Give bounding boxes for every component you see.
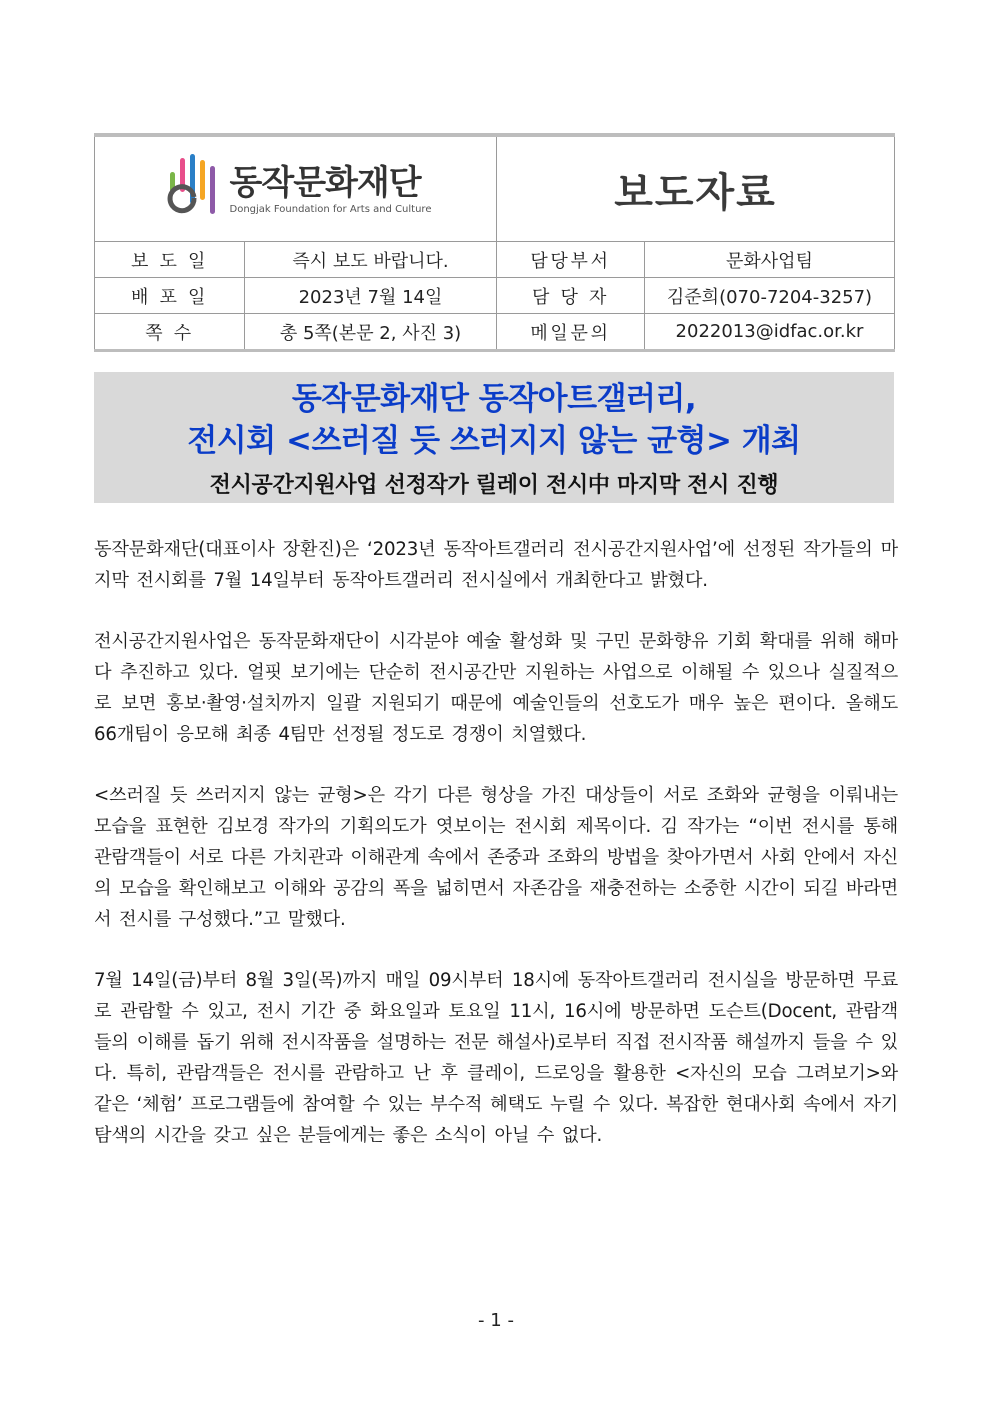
info-row xyxy=(95,278,895,314)
label-email: 메일문의 xyxy=(497,314,645,351)
article-body xyxy=(94,534,898,1181)
info-row xyxy=(95,242,895,278)
headline-line-2: 전시회 <쓰러질 듯 쓰러지지 않는 균형> 개최 xyxy=(187,423,801,459)
foundation-name: 동작문화재단 xyxy=(229,162,421,203)
paragraph: 동작문화재단(대표이사 장환진)은 ‘2023년 동작아트갤러리 전시공간지원사업’에 선정된 작가들의 마지막 전시회를 7월 14일부터 동작아트갤러리 전시실에서 개최한다고 밝혔다. xyxy=(94,539,898,591)
doc-type-title: 보도자료 xyxy=(614,169,777,216)
value-distribution-date: 2023년 7월 14일 xyxy=(245,278,497,314)
value-department: 문화사업팀 xyxy=(645,242,895,278)
headline-line-1: 동작문화재단 동작아트갤러리, xyxy=(291,381,697,417)
label-page-count: 쪽 수 xyxy=(95,314,245,351)
label-contact-person: 담 당 자 xyxy=(497,278,645,314)
paragraph: <쓰러질 듯 쓰러지지 않는 균형>은 각기 다른 형상을 가진 대상들이 서로 조화와 균형을 이뤄내는 모습을 표현한 김보경 작가의 기획의도가 엿보이는 전시회 제목이다. 김 작가는 “이번 전시를 통해 관람객들이 서로 다른 가치관과 이해관계 속에서 존중과 조화의 방법을 찾아가면서 사회 안에서 자신의 모습을 확인해보고 이해와 공감의 폭을 넓히면서 자존감을 재충전하는 소중한 시간이 되길 바라면서 전시를 구성했다.”고 말했다. xyxy=(94,785,898,930)
logo-cell xyxy=(95,135,497,242)
doc-type-cell xyxy=(497,135,895,242)
info-row xyxy=(95,314,895,351)
paragraph: 전시공간지원사업은 동작문화재단이 시각분야 예술 활성화 및 구민 문화향유 기회 확대를 위해 해마다 추진하고 있다. 얼핏 보기에는 단순히 전시공간만 지원하는 사업으로 이해될 수 있으나 실질적으로 보면 홍보·촬영·설치까지 일괄 지원되기 때문에 예술인들의 선호도가 매우 높은 편이다. 올해도 66개팀이 응모해 최종 4팀만 선정될 정도로 경쟁이 치열했다. xyxy=(94,631,898,745)
value-email[interactable]: 2022013@idfac.or.kr xyxy=(645,314,895,351)
foundation-logo xyxy=(95,154,496,224)
paragraph: 7월 14일(금)부터 8월 3일(목)까지 매일 09시부터 18시에 동작아트갤러리 전시실을 방문하면 무료로 관람할 수 있고, 전시 기간 중 화요일과 토요일 11시, 16시에 방문하면 도슨트(Docent, 관람객들의 이해를 돕기 위해 전시작품을 설명하는 전문 해설사)로부터 직접 전시작품 해설까지 들을 수 있다. 특히, 관람객들은 전시를 관람하고 난 후 클레이, 드로잉을 활용한 <자신의 모습 그려보기>와 같은 ‘체험’ 프로그램들에 참여할 수 있는 부수적 혜택도 누릴 수 있다. 복잡한 현대사회 속에서 자기 탐색의 시간을 갖고 싶은 분들에게는 좋은 소식이 아닐 수 없다. xyxy=(94,970,898,1146)
value-release-date: 즉시 보도 바랍니다. xyxy=(245,242,497,278)
value-contact-person: 김준희(070-7204-3257) xyxy=(645,278,895,314)
foundation-name-en: Dongjak Foundation for Arts and Culture xyxy=(229,203,432,215)
page-number: - 1 - xyxy=(478,1310,514,1331)
label-department: 담당부서 xyxy=(497,242,645,278)
foundation-logo-icon xyxy=(160,154,216,224)
label-release-date: 보 도 일 xyxy=(95,242,245,278)
headline-box xyxy=(94,372,894,503)
value-page-count: 총 5쪽(본문 2, 사진 3) xyxy=(245,314,497,351)
label-distribution-date: 배 포 일 xyxy=(95,278,245,314)
press-header-table xyxy=(94,133,895,352)
headline-subtitle: 전시공간지원사업 선정작가 릴레이 전시中 마지막 전시 진행 xyxy=(209,473,779,498)
